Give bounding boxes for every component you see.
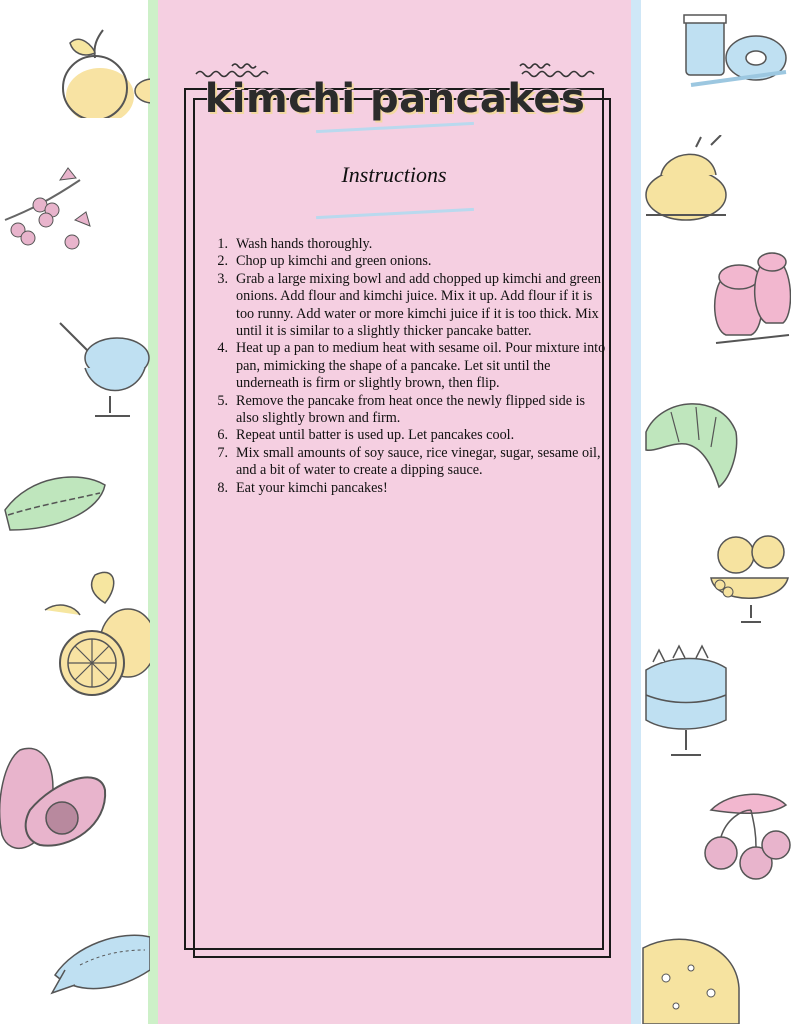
instruction-list [208,236,611,497]
avocado-icon [0,740,110,865]
grapes-icon [0,160,100,270]
fruit-bowl-icon [706,530,791,625]
instruction-step: 5. Remove the pancake from heat once the newly flipped side is also slightly brown and firm. [217,392,586,427]
instruction-step: 7. Mix small amounts of soy sauce, rice vinegar, sugar, sesame oil, and a bit of water to create a dipping sauce. [217,444,601,479]
right-accent-stripe [631,0,641,1024]
instruction-step: 2. Chop up kimchi and green onions. [217,253,432,270]
instructions-heading: Instructions [341,162,447,187]
coffee-donut-icon [681,10,791,95]
fish-icon [50,915,150,1005]
sandwich-icon [0,465,110,540]
apple-icon [25,18,150,118]
left-decoration-column [0,0,148,1024]
left-accent-stripe [148,0,158,1024]
right-decoration-column [641,0,791,1024]
cake-icon [641,640,736,770]
cheese-icon [641,928,741,1024]
roast-chicken-icon [641,135,731,230]
instruction-step: 6. Repeat until batter is used up. Let pancakes cool. [217,427,515,444]
recipe-title: kimchi pancakes [204,76,586,122]
instruction-step: 4. Heat up a pan to medium heat with sesame oil. Pour mixture into pan, mimicking the shape of a pancake. Let sit until the underneath is firm or slightly brown, then flip. [217,340,606,392]
recipe-frame [184,88,604,950]
croissant-icon [641,392,741,492]
instruction-step: 3. Grab a large mixing bowl and add chopped up kimchi and green onions. Add flour and kimchi juice. Mix it up. Add flour if it is too runny. Add water or more kimchi juice if it is too thick. Mix until it is similar to a slightly thicker pancake batter. [217,270,601,340]
salt-pepper-icon [711,235,791,355]
instruction-step: 1. Wash hands thoroughly. [217,236,373,252]
instruction-step: 8. Eat your kimchi pancakes! [217,479,388,496]
lemon-icon [40,565,150,700]
ice-cream-icon [55,318,150,428]
cherries-icon [701,785,791,895]
